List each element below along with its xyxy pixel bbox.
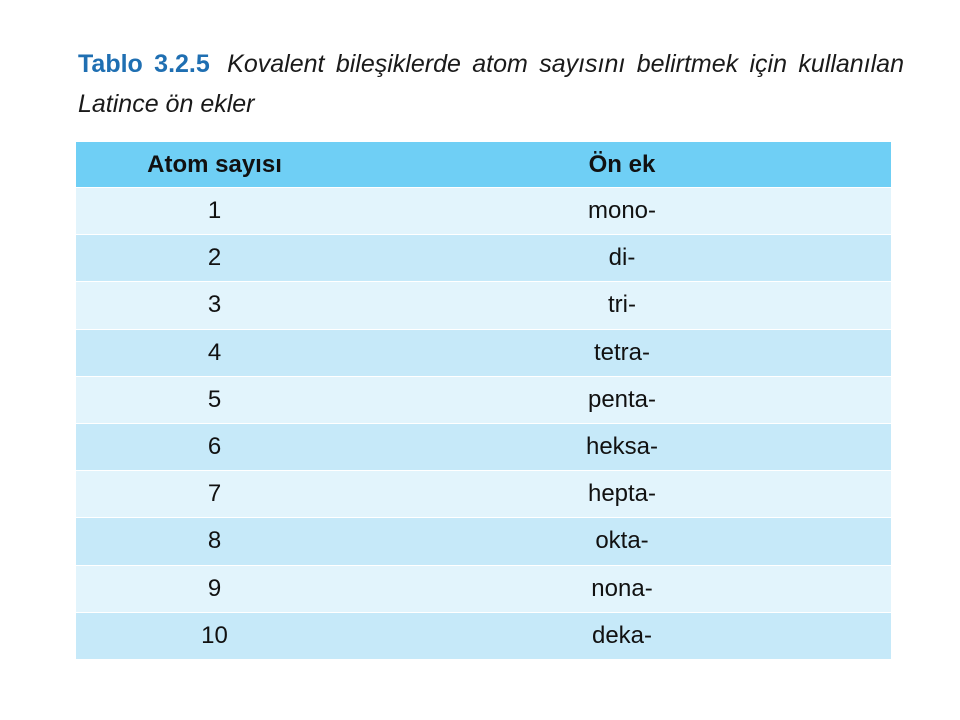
prefix-cell: penta- [353,376,891,423]
table-row [76,565,891,612]
prefix-table-container [76,142,891,659]
atom-count-cell: 9 [76,565,353,612]
prefix-cell: tri- [353,282,891,329]
prefix-cell: deka- [353,612,891,659]
prefix-cell: nona- [353,565,891,612]
atom-count-cell: 1 [76,188,353,235]
table-row [76,471,891,518]
table-header-row [76,142,891,188]
table-row [76,188,891,235]
prefix-table [76,142,891,659]
prefix-cell: okta- [353,518,891,565]
atom-count-cell: 8 [76,518,353,565]
table-row [76,612,891,659]
atom-count-cell: 5 [76,376,353,423]
table-row [76,329,891,376]
table-caption [78,44,904,124]
table-row [76,282,891,329]
table-number-label: Tablo 3.2.5 [78,50,210,78]
prefix-cell: di- [353,235,891,282]
column-header-prefix: Ön ek [353,142,891,188]
atom-count-cell: 6 [76,423,353,470]
table-row [76,423,891,470]
prefix-cell: tetra- [353,329,891,376]
atom-count-cell: 7 [76,471,353,518]
atom-count-cell: 3 [76,282,353,329]
atom-count-cell: 2 [76,235,353,282]
prefix-cell: heksa- [353,423,891,470]
column-header-atom-count: Atom sayısı [76,142,353,188]
table-row [76,518,891,565]
table-caption-text: Kovalent bileşiklerde atom sayısını belirtmek için kullanılan Latince ön ekler [78,50,904,118]
table-row [76,235,891,282]
table-row [76,376,891,423]
prefix-cell: mono- [353,188,891,235]
atom-count-cell: 4 [76,329,353,376]
atom-count-cell: 10 [76,612,353,659]
prefix-cell: hepta- [353,471,891,518]
